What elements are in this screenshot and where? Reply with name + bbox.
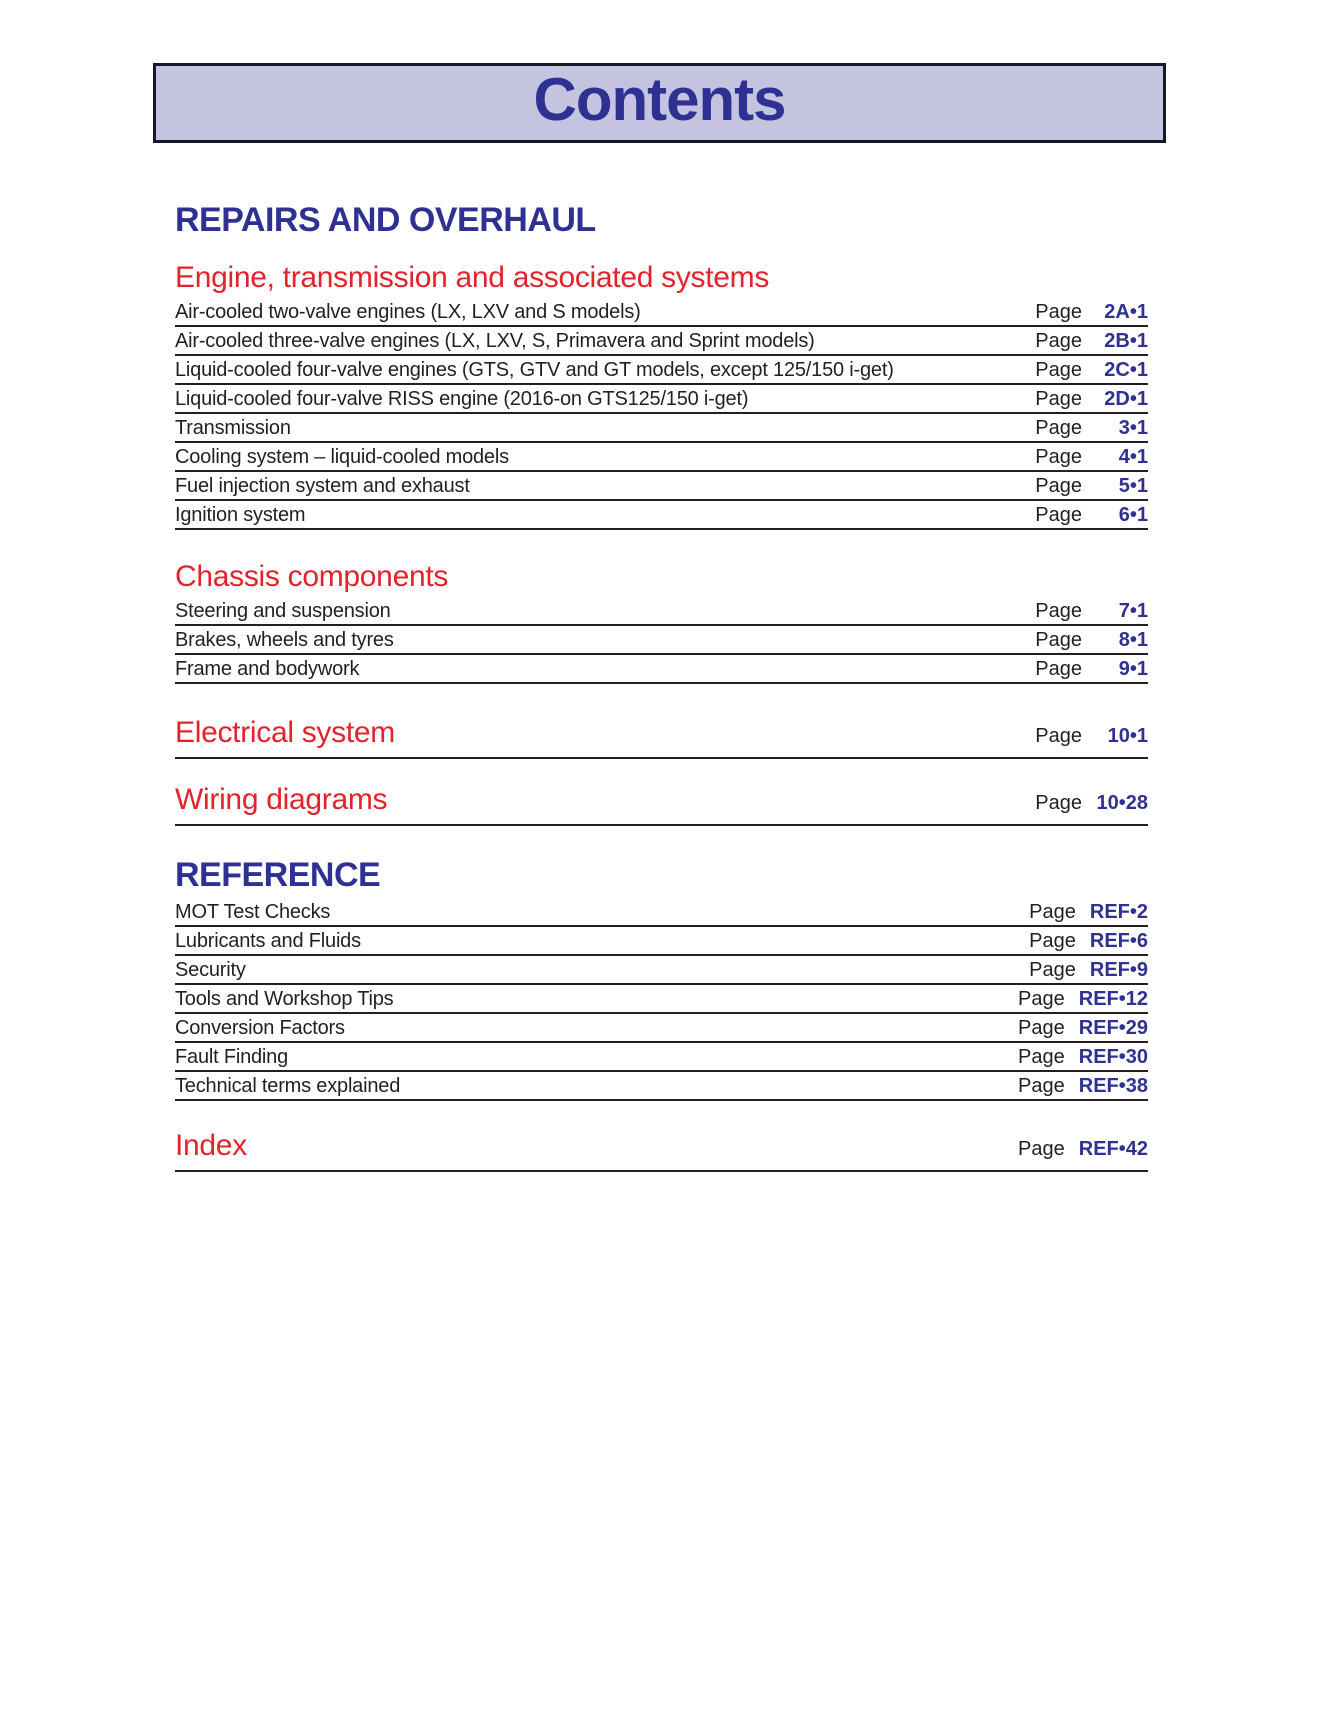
page-word: Page [1035,330,1082,352]
page-reference [1035,601,1148,621]
toc-item-label: Liquid-cooled four-valve RISS engine (2016-on GTS125/150 i-get) [175,388,749,410]
page-number: REF•12 [1078,988,1148,1010]
page-word: Page [1029,901,1076,923]
page-reference [1029,931,1148,951]
page-reference [1035,331,1148,351]
toc-row [175,626,1148,655]
toc-item-label: Fuel injection system and exhaust [175,475,470,497]
toc-row [175,443,1148,472]
group-heading-index: Index [175,1129,247,1162]
section-wiring-diagrams [175,785,1148,826]
page-reference [1035,505,1148,525]
section-title-reference: REFERENCE [175,856,381,894]
toc-item-label: Tools and Workshop Tips [175,988,394,1010]
toc-item-label: Air-cooled two-valve engines (LX, LXV and S models) [175,301,641,323]
page-word: Page [1035,417,1082,439]
page-title: Contents [533,66,786,133]
toc-row [175,298,1148,327]
toc-rows-engine [175,298,1148,530]
page-reference [1035,476,1148,496]
page-number: 7•1 [1118,600,1148,622]
page-word: Page [1018,988,1065,1010]
page-word: Page [1035,725,1082,747]
page-word: Page [1035,792,1082,814]
page-reference [1035,418,1148,438]
page-number: 4•1 [1118,446,1148,468]
group-heading-chassis: Chassis components [175,560,449,593]
page-number: 6•1 [1118,504,1148,526]
page-number: 2D•1 [1104,388,1148,410]
page-number: 9•1 [1118,658,1148,680]
toc-row [175,898,1148,927]
page-number: 2A•1 [1104,301,1148,323]
page-word: Page [1029,959,1076,981]
toc-row [175,1043,1148,1072]
toc-row [175,956,1148,985]
toc-item-label: Liquid-cooled four-valve engines (GTS, GTV and GT models, except 125/150 i-get) [175,359,894,381]
page-number: 2B•1 [1104,330,1148,352]
page-number: REF•9 [1089,959,1148,981]
group-heading-electrical: Electrical system [175,716,395,749]
toc-row [175,414,1148,443]
toc-row [175,1072,1148,1101]
page-word: Page [1018,1075,1065,1097]
page-number: REF•42 [1078,1138,1148,1160]
page-reference [1035,302,1148,322]
toc-row [175,501,1148,530]
page-number: REF•6 [1089,930,1148,952]
page-number: REF•29 [1078,1017,1148,1039]
toc-item-label: Frame and bodywork [175,658,360,680]
page-reference [1018,1076,1148,1096]
toc-row [175,356,1148,385]
toc-item-label: Steering and suspension [175,600,391,622]
page-reference [1035,793,1148,813]
page-reference [1029,960,1148,980]
page-number: 10•28 [1096,792,1148,814]
page-reference [1018,989,1148,1009]
page-number: 3•1 [1118,417,1148,439]
page-reference [1035,659,1148,679]
page-reference [1035,726,1148,746]
toc-item-label: Lubricants and Fluids [175,930,361,952]
group-heading-engine: Engine, transmission and associated systems [175,261,770,294]
page-word: Page [1018,1138,1065,1160]
page-word: Page [1035,301,1082,323]
toc-item-label: Cooling system – liquid-cooled models [175,446,509,468]
toc-rows-chassis [175,597,1148,684]
page-word: Page [1035,359,1082,381]
toc-row [175,655,1148,684]
section-index [175,1131,1148,1172]
page-word: Page [1035,629,1082,651]
page-reference [1035,389,1148,409]
contents-body [175,145,1148,1172]
toc-row [175,597,1148,626]
page-number: 5•1 [1118,475,1148,497]
page-reference [1035,630,1148,650]
page-word: Page [1035,504,1082,526]
toc-item-label: Security [175,959,246,981]
toc-row [175,385,1148,414]
section-title-repairs-and-overhaul: REPAIRS AND OVERHAUL [175,201,596,239]
page-word: Page [1035,600,1082,622]
toc-row [175,327,1148,356]
group-engine-transmission [175,263,1148,530]
toc-row [175,1014,1148,1043]
page-word: Page [1018,1046,1065,1068]
toc-item-label: MOT Test Checks [175,901,331,923]
toc-item-label: Transmission [175,417,291,439]
page-word: Page [1035,388,1082,410]
page-reference [1018,1047,1148,1067]
toc-rows-reference [175,898,1148,1101]
contents-header-banner [153,63,1166,143]
section-electrical-system [175,718,1148,759]
page-number: REF•30 [1078,1046,1148,1068]
page-word: Page [1035,658,1082,680]
toc-row [175,472,1148,501]
toc-item-label: Ignition system [175,504,306,526]
toc-row [175,927,1148,956]
page-number: 2C•1 [1104,359,1148,381]
toc-item-label: Air-cooled three-valve engines (LX, LXV, S, Primavera and Sprint models) [175,330,815,352]
toc-row [175,985,1148,1014]
page-number: 8•1 [1118,629,1148,651]
page-number: REF•2 [1089,901,1148,923]
toc-item-label: Technical terms explained [175,1075,401,1097]
page-reference [1029,902,1148,922]
page-number: 10•1 [1107,725,1148,747]
group-chassis-components [175,562,1148,684]
page-number: REF•38 [1078,1075,1148,1097]
toc-item-label: Fault Finding [175,1046,289,1068]
page-word: Page [1029,930,1076,952]
toc-item-label: Conversion Factors [175,1017,345,1039]
page-reference [1018,1018,1148,1038]
group-heading-wiring: Wiring diagrams [175,783,388,816]
page-word: Page [1035,475,1082,497]
page-reference [1035,360,1148,380]
page-word: Page [1035,446,1082,468]
page-reference [1035,447,1148,467]
page-word: Page [1018,1017,1065,1039]
toc-item-label: Brakes, wheels and tyres [175,629,394,651]
page-reference [1018,1139,1148,1159]
